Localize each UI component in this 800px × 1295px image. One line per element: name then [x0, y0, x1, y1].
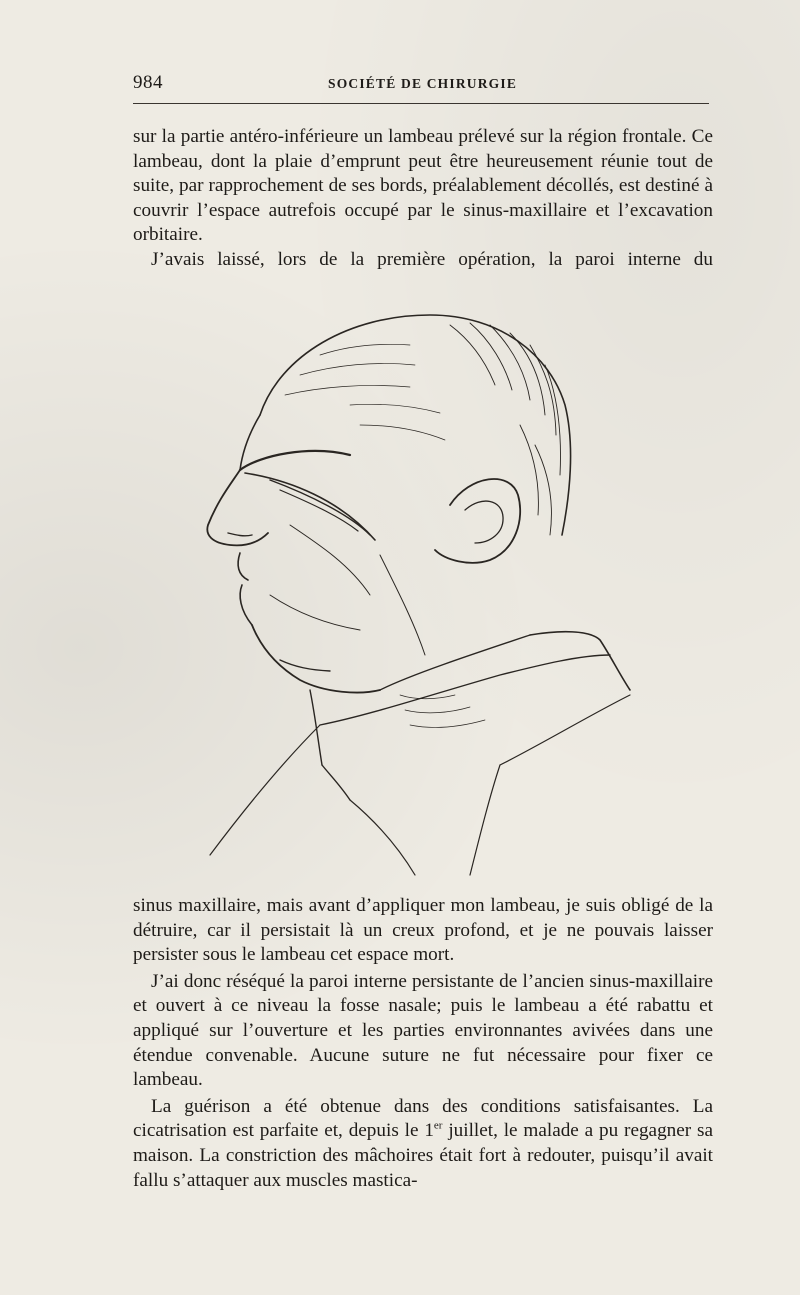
paragraph-text: La guérison a été obtenue dans des conditions satisfaisantes. La cicatrisation est parfaite et, depuis le 1 [133, 1095, 713, 1142]
paragraph-text: juillet, le malade a pu regagner sa maison. La constriction des mâchoires était fort à redouter, puisqu’il avait fallu s’attaquer aux muscles mastica- [133, 1120, 713, 1191]
paragraph: sur la partie antéro-inférieure un lambeau prélevé sur la région frontale. Ce lambeau, dont la plaie d’emprunt peut être heureusement réunie tout de suite, par rapprochement de ses bords, préalablement décollés, est destiné à couvrir l’espace autrefois occupé par le sinus-maxillaire et l’excavation orbitaire. [133, 126, 713, 246]
header-rule [133, 103, 709, 104]
running-head [133, 70, 709, 98]
superscript: er [433, 1119, 443, 1132]
figure-portrait [200, 295, 650, 885]
paragraph: sinus maxillaire, mais avant d’appliquer mon lambeau, je suis obligé de la détruire, car il persistait là un creux profond, et je ne pouvais laisser persister sous le lambeau cet espace mort. [133, 895, 713, 966]
text-block-top [133, 125, 713, 273]
paragraph: J’ai donc réséqué la paroi interne persistante de l’ancien sinus-maxillaire et ouvert à ce niveau la fosse nasale; puis le lambeau a été rabattu et appliqué sur l’ouverture et les parties environnantes avivées dans une étendue convenable. Aucune suture ne fut nécessaire pour fixer ce lambeau. [133, 970, 713, 1091]
profile-portrait-icon [200, 295, 650, 885]
paragraph: J’avais laissé, lors de la première opération, la paroi interne du [151, 248, 713, 270]
text-block-bottom [133, 894, 713, 1193]
page-number: 984 [133, 72, 163, 93]
running-title: SOCIÉTÉ DE CHIRURGIE [328, 76, 518, 91]
paragraph [133, 1095, 713, 1193]
